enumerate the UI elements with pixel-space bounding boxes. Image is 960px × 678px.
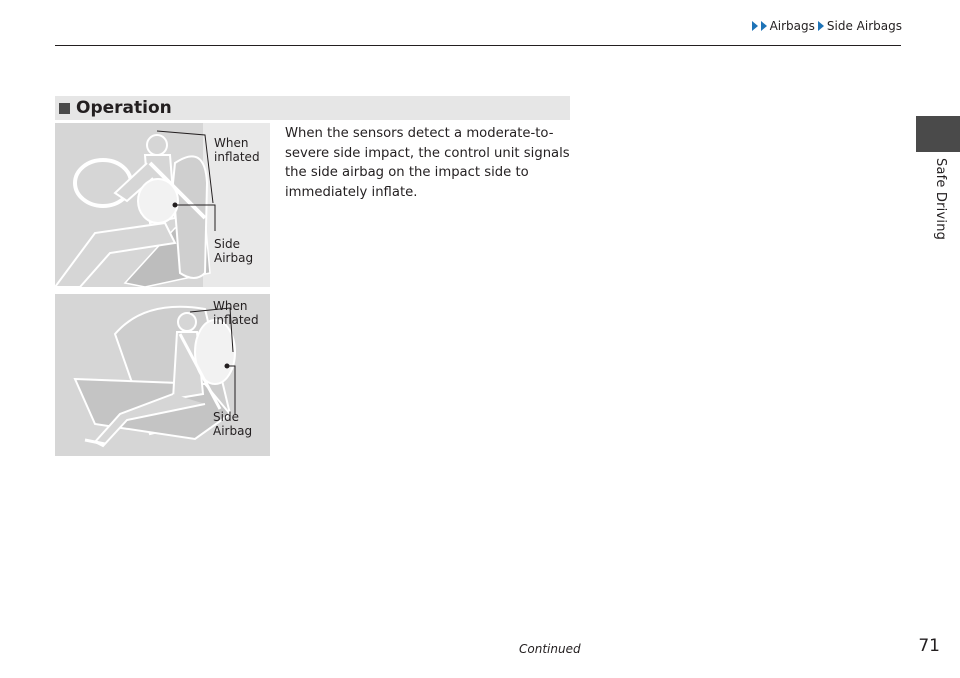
section-square-icon — [59, 103, 70, 114]
breadcrumb — [752, 19, 902, 33]
callout-side-airbag: Side Airbag — [214, 237, 254, 265]
breadcrumb-arrow-icon — [752, 21, 758, 31]
chapter-tab — [916, 116, 960, 152]
continued-label: Continued — [519, 642, 581, 656]
callout-side-airbag: Side Airbag — [213, 410, 253, 438]
chapter-label: Safe Driving — [933, 158, 948, 241]
section-header — [55, 96, 570, 120]
callout-when-inflated: When inflated — [213, 299, 259, 327]
body-paragraph: When the sensors detect a moderate-to-severe side impact, the control unit signals the side airbag on the impact side to immediately inflate. — [285, 126, 570, 200]
header-rule — [55, 45, 901, 46]
breadcrumb-arrow-icon — [761, 21, 767, 31]
front-seat-airbag-illustration — [55, 123, 270, 287]
breadcrumb-arrow-icon — [818, 21, 824, 31]
section-title: Operation — [76, 98, 172, 118]
callout-when-inflated: When inflated — [214, 136, 260, 164]
page-number: 71 — [918, 636, 940, 656]
breadcrumb-current: Side Airbags — [826, 19, 902, 33]
breadcrumb-parent[interactable]: Airbags — [769, 19, 815, 33]
rear-seat-airbag-illustration — [55, 294, 270, 456]
